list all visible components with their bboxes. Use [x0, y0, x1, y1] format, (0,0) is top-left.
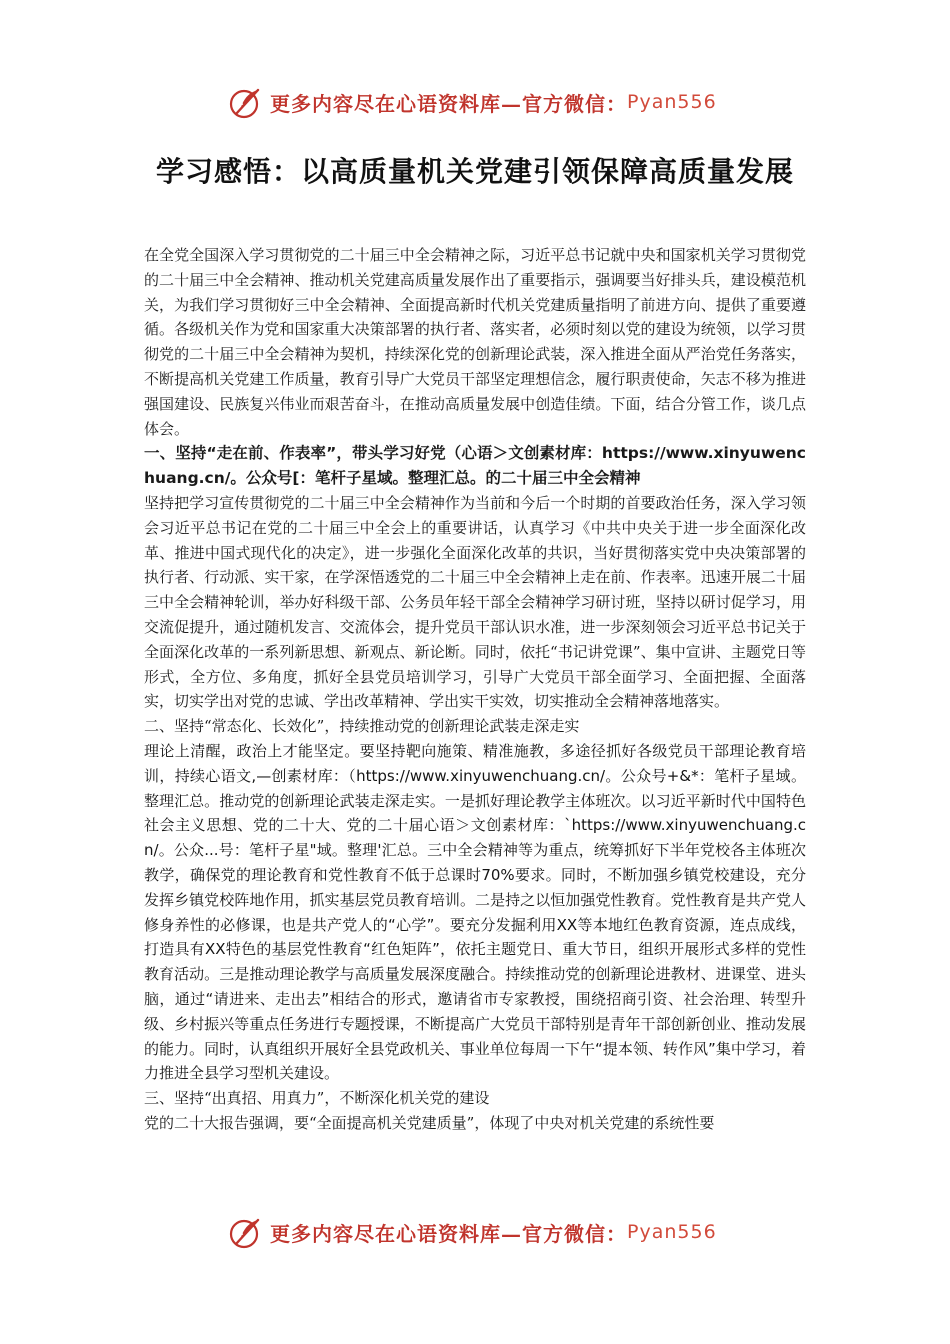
- feather-logo-icon: [228, 84, 264, 120]
- watermark-wechat-id: Pyan556: [627, 91, 717, 113]
- intro-paragraph: 在全党全国深入学习贯彻党的二十届三中全会精神之际，习近平总书记就中央和国家机关学习贯彻党的二十届三中全会精神、推动机关党建高质量发展作出了重要指示，强调要当好排头兵，建设模范机关，为我们学习贯彻好三中全会精神、全面提高新时代机关党建质量指明了前进方向、提供了重要遵循。各级机关作为党和国家重大决策部署的执行者、落实者，必须时刻以党的建设为统领，以学习贯彻党的二十届三中全会精神为契机，持续深化党的创新理论武装，深入推进全面从严治党任务落实，不断提高机关党建工作质量，教育引导广大党员干部坚定理想信念，履行职责使命，矢志不移为推进强国建设、民族复兴伟业而艰苦奋斗，在推动高质量发展中创造佳绩。下面，结合分管工作，谈几点体会。: [144, 246, 806, 438]
- section-1-paragraph: 坚持把学习宣传贯彻党的二十届三中全会精神作为当前和今后一个时期的首要政治任务，深入学习领会习近平总书记在党的二十届三中全会上的重要讲话，认真学习《中共中央关于进一步全面深化改革、推进中国式现代化的决定》，进一步强化全面深化改革的共识，当好贯彻落实党中央决策部署的执行者、行动派、实干家，在学深悟透党的二十届三中全会精神上走在前、作表率。迅速开展二十届三中全会精神轮训，举办好科级干部、公务员年轻干部全会精神学习研讨班，坚持以研讨促学习，用交流促提升，通过随机发言、交流体会，提升党员干部认识水准，进一步深刻领会习近平总书记关于全面深化改革的一系列新思想、新观点、新论断。同时，依托“书记讲党课”、集中宣讲、主题党日等形式，全方位、多角度，抓好全县党员培训学习，引导广大党员干部全面学习、全面把握、全面落实，切实学出对党的忠诚、学出改革精神、学出实干实效，切实推动全会精神落地落实。: [144, 493, 806, 711]
- watermark-text: 更多内容尽在心语资料库—官方微信：: [270, 91, 627, 116]
- section-heading-1: 一、坚持“走在前、作表率”，带头学习好党（心语＞文创素材库：https://www.xinyuwenchuang.cn/。公众号[：笔杆子星域。整理汇总。的二十届三中全会精神: [144, 444, 806, 488]
- feather-logo-icon: [228, 1214, 264, 1250]
- watermark-text: 更多内容尽在心语资料库—官方微信：: [270, 1221, 627, 1246]
- header-watermark-banner: [0, 80, 950, 124]
- watermark-wechat-id: Pyan556: [627, 1221, 717, 1243]
- section-heading-3: 三、坚持“出真招、用真力”，不断深化机关党的建设: [144, 1089, 490, 1108]
- footer-watermark-banner: [0, 1210, 950, 1254]
- document-body: [144, 243, 806, 1136]
- document-title: 学习感悟：以高质量机关党建引领保障高质量发展: [155, 155, 794, 188]
- section-heading-2: 二、坚持“常态化、长效化”，持续推动党的创新理论武装走深走实: [144, 717, 580, 736]
- section-2-paragraph: 理论上清醒，政治上才能坚定。要坚持靶向施策、精准施教，多途径抓好各级党员干部理论教育培训，持续心语文,—创素材库：（https://www.xinyuwenchuang.cn/。公众号+&*：笔杆子星域。整理汇总。推动党的创新理论武装走深走实。一是抓好理论教学主体班次。以习近平新时代中国特色社会主义思想、党的二十大、党的二十届心语＞文创素材库：`https://www.xinyuwenchuang.cn/。公众...号：笔杆子星"域。整理'汇总。三中全会精神等为重点，统筹抓好下半年党校各主体班次教学，确保党的理论教育和党性教育不低于总课时70%要求。同时，不断加强乡镇党校建设，充分发挥乡镇党校阵地作用，抓实基层党员教育培训。二是持之以恒加强党性教育。党性教育是共产党人修身养性的必修课，也是共产党人的“心学”。要充分发掘利用XX等本地红色教育资源，连点成线，打造具有XX特色的基层党性教育“红色矩阵”，依托主题党日、重大节日，组织开展形式多样的党性教育活动。三是推动理论教学与高质量发展深度融合。持续推动党的创新理论进教材、进课堂、进头脑，通过“请进来、走出去”相结合的形式，邀请省市专家教授，围绕招商引资、社会治理、转型升级、乡村振兴等重点任务进行专题授课，不断提高广大党员干部特别是青年干部创新创业、推动发展的能力。同时，认真组织开展好全县党政机关、事业单位每周一下午“提本领、转作风”集中学习，着力推进全县学习型机关建设。: [144, 741, 806, 1083]
- section-3-paragraph: 党的二十大报告强调，要“全面提高机关党建质量”，体现了中央对机关党建的系统性要: [144, 1113, 715, 1132]
